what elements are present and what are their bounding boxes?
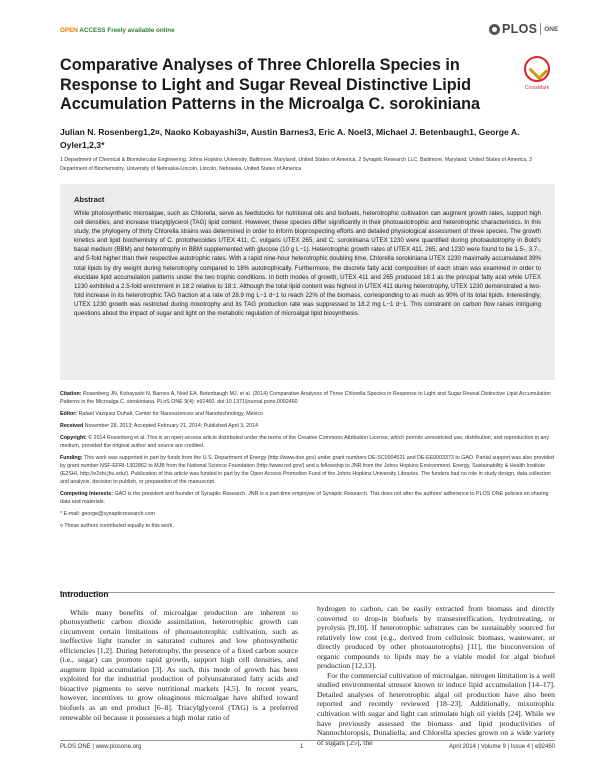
intro-paragraph-1: While many benefits of microalgae production are inherent to photosynthetic carbon dioxide assimilation, heterotrophic growth can circumvent certain limitations of photoautotrophic cultivation, such as ineffective light transfer in saturated cultures and low photosynthetic efficiencies [1,2]. During heterotrophy, the presence of a fixed carbon source (i.e., sugar) can promote rapid growth, support high cell densities, and augment lipid accumulation [3]. As such, this mode of growth has been exploited for the industrial production of polyunsaturated fatty acids and bioactive pigments to serve nutritional markets [4,5]. In recent years, however, incentives to grow oleaginous microalgae have shifted toward biofuels as an end product [6–8]. Triacylglycerol (TAG) is a preferred renewable oil because it possesses a high molar ratio of [60,607,298,722]
dates-line: Received November 28, 2013; Accepted February 21, 2014; Published April 3, 2014 [60,422,258,429]
intro-paragraph-1-cont: hydrogen to carbon, can be easily extracted from biomass and directly converted to drop-in biofuels by transesterification, hydrotreating, or pyrolysis [9,10]. If heterotrophic substrates can be sustainably sourced for relatively low cost (e.g., derived from cellulosic biomass, wastewater, or directly produced by other photoautotrophs) [11], the bioconversion of organic compounds to lipids may be a viable model for algal biofuel production [12,13]. [317,604,555,671]
citation-line: Citation: Rosenberg JN, Kobayashi N, Barnes A, Noel EA, Betenbaugh MJ, et al. (2014) Comparative Analyses of Three Chlorella Species in Response to Light and Sugar Reveal Distinctive Lipid Accumulation Patterns in the Microalga C. sorokiniana. PLoS ONE 9(4): e92460. doi:10.1371/journal.pone.0092460 [60,391,551,406]
email-line[interactable]: * E-mail: george@synapticresearch.com [60,510,155,517]
abstract-heading: Abstract [74,195,105,204]
article-metadata [60,390,555,534]
footer-journal-url[interactable]: PLOS ONE | www.plosone.org [60,744,142,750]
article-title: Comparative Analyses of Three Chlorella Species in Response to Light and Sugar Reveal Distinctive Lipid Accumulation Patterns in the Microalga C. sorokiniana [60,56,481,113]
open-access-label: OPEN [60,27,78,34]
page-number: 1 [300,744,304,750]
plos-logo-icon [489,24,500,35]
crossmark-label: CrossMark [524,85,550,91]
intro-paragraph-2: For the commercial cultivation of microalgae, nitrogen limitation is a well studied environmental stressor known to induce lipid accumulation [14–17]. Detailed analyses of heterotrophic algal oil production have also been reported and recently reviewed [18–23]. Additionally, mixotrophic cultivation with sugar and light can stimulate high oil yields [24]. While we have previously assessed the biomass and lipid productivities of Nannochloropsis, Dunaliella, and Chlorella species grown on a wide variety of sugars [25], the [317,670,555,747]
open-access-banner[interactable] [60,27,175,34]
funding-line: Funding: This work was supported in part by funds from the U.S. Department of Energy (http://www.doe.gov) under grant numbers DE-SC0004521 and DE-EE0003373 to GAO. Partial support was also provided by grant number NSF-EFRI-1302862 to MJB from the National Science Foundation (http://www.nsf.gov/) and a fellowship to JNR from the Johns Hopkins Environment, Energy, Sustainability & Health Institute (E2SHI, http://e2shi.jhu.edu/). Publication of this article was funded in part by the Open Access Promotion Fund of the Johns Hopkins University Libraries. The funders had no role in study design, data collection and analysis, decision to publish, or preparation of the manuscript. [60,454,554,486]
abstract-text: While photosynthetic microalgae, such as Chlorella, serve as feedstocks for nutritional oils and biofuels, heterotrophic cultivation can augment growth rates, support high cell densities, and increase triacylglycerol (TAG) lipid content. However, these species differ significantly in their photoautotrophic and heterotrophic characteristics. In this study, the phylogeny of thirty Chlorella strains was determined in order to inform bioprospecting efforts and detailed physiological assessment of three species. The growth kinetics and lipid biochemistry of C. protothecoides UTEX 411, C. vulgaris UTEX 265, and C. sorokiniana UTEX 1230 were quantified during photoautotrophy in Bold's basal medium (BBM) and heterotrophy in BBM supplemented with glucose (10 g L−1). Heterotrophic growth rates of UTEX 411, 265, and 1230 were found to be 1.5-, 3.7-, and 5-fold higher than their respective autotrophic rates. With a rapid nine-hour heterotrophic doubling time, Chlorella sorokiniana UTEX 1230 maximally accumulated 39% total lipids by dry weight during heterotrophy compared to 18% autotrophically. Furthermore, the discrete fatty acid composition of each strain was examined in order to elucidate lipid accumulation patterns under the two trophic conditions. In both modes of growth, UTEX 411 and 265 produced 18:1 as the principal fatty acid while UTEX 1230 exhibited a 2.5-fold enrichment in 18:2 relative to 18:1. Although the total lipid content was highest in UTEX 411 during heterotrophy, UTEX 1230 demonstrated a two-fold increase in its heterotrophic TAG fraction at a rate of 28.9 mg L−1 d−1 to reach 22% of the biomass, corresponding to as much as 90% of its total lipids. Interestingly, UTEX 1230 growth was restricted during mixotrophy and its TAG production rate was suppressed to 18.2 mg L−1 d−1. This constraint on carbon flow raises intriguing questions about the impact of sugar and light on the metabolic regulation of microalgal lipid biosynthesis. [74,210,541,318]
logo-divider [540,23,541,35]
affiliations: 1 Department of Chemical & Biomolecular Engineering, Johns Hopkins University, Baltimore, Maryland, United States of America, 2 Synaptic Research LLC, Baltimore, Maryland, United States of America, 3 Department of Biochemistry, University of Nebraska-Lincoln, Lincoln, Nebraska, United States of America [60,157,532,173]
body-column-right [317,604,555,747]
plos-one-logo[interactable] [489,22,558,36]
footer-issue-info: April 2014 | Volume 9 | Issue 4 | e92460 [448,744,555,750]
journal-suffix: ONE [544,25,559,33]
competing-interests-line: Competing Interests: GAO is the president and founder of Synaptic Research. JNR is a part-time employee of Synaptic Research. This does not alter the authors' adherence to PLOS ONE policies on sharing data and materials. [60,490,549,506]
body-column-left [60,590,298,722]
abstract-section [60,184,555,380]
equal-contribution-note: ¤ These authors contributed equally to this work. [60,522,174,529]
journal-name: PLOS [502,22,538,36]
crossmark-badge[interactable] [519,56,555,91]
copyright-line: Copyright: © 2014 Rosenberg et al. This is an open-access article distributed under the terms of the Creative Commons Attribution License, which permits unrestricted use, distribution, and reproduction in any medium, provided the original author and source are credited. [60,434,550,449]
page-footer [60,740,555,750]
journal-header [0,0,600,38]
open-access-text: ACCESS Freely available online [79,27,175,34]
editor-line: Editor: Rafael Vazquez Duhalt, Center for Nanosciences and Nanotechnology, Mexico [60,410,263,417]
author-list: Julian N. Rosenberg1,2¤, Naoko Kobayashi3¤, Austin Barnes3, Eric A. Noel3, Michael J. Betenbaugh1, George A. Oyler1,2,3* [60,127,520,150]
introduction-heading: Introduction [60,589,109,599]
crossmark-icon [524,56,550,82]
